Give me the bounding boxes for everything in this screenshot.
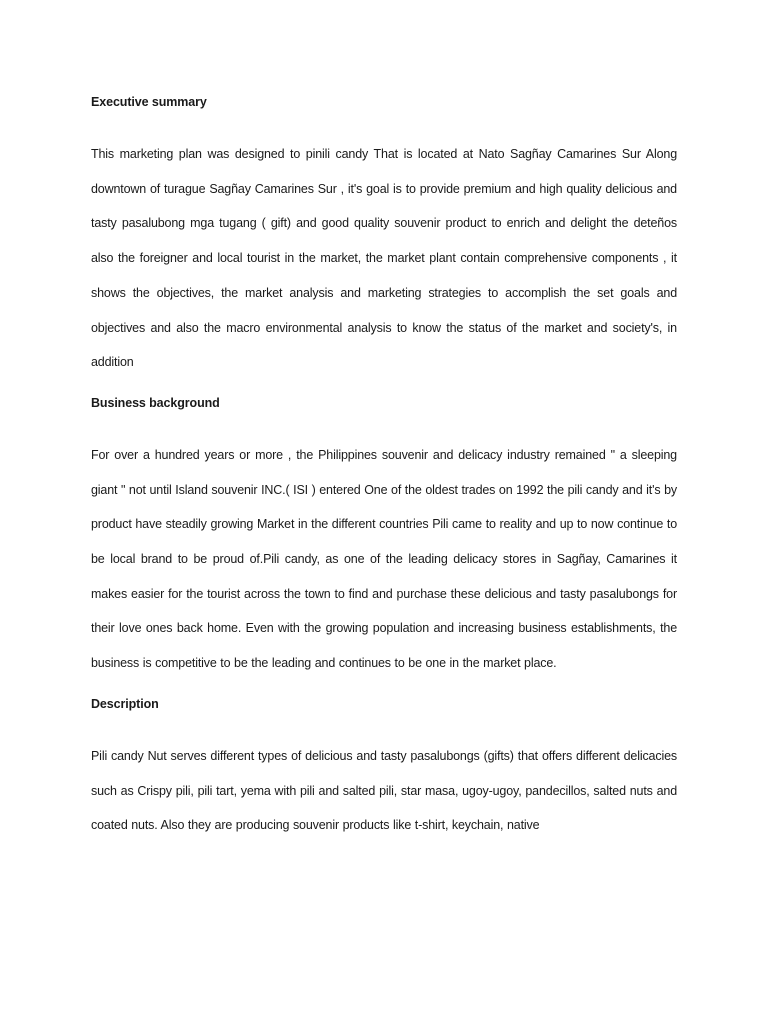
section-body-business-background: For over a hundred years or more , the Philippines souvenir and delicacy industry remained " a sleeping giant " not until Island souvenir INC.( ISI ) entered One of the oldest trades on 1992 the pili candy and it's by product have steadily growing Market in the different countries Pili came to reality and up to now continue to be local brand to be proud of.Pili candy, as one of the leading delicacy stores in Sagñay, Camarines it makes easier for the tourist across the town to find and purchase these delicious and tasty pasalubongs for their love ones back home. Even with the growing population and increasing business establishments, the business is competitive to be the leading and continues to be one in the market place.: [91, 447, 677, 671]
section-heading-description: Description: [91, 696, 159, 711]
section-body-description: Pili candy Nut serves different types of delicious and tasty pasalubongs (gifts) that offers different delicacies such as Crispy pili, pili tart, yema with pili and salted pili, star masa, ugoy-ugoy, pandecillos, salted nuts and coated nuts. Also they are producing souvenir products like t-shirt, keychain, native: [91, 748, 677, 833]
section-heading-executive-summary: Executive summary: [91, 95, 207, 109]
document-content: [91, 91, 677, 843]
section-heading-business-background: Business background: [91, 395, 220, 410]
section-body-executive-summary: This marketing plan was designed to pinili candy That is located at Nato Sagñay Camarines Sur Along downtown of turague Sagñay Camarines Sur , it's goal is to provide premium and high quality delicious and tasty pasalubong mga tugang ( gift) and good quality souvenir product to enrich and delight the deteños also the foreigner and local tourist in the market, the market plant contain comprehensive components , it shows the objectives, the market analysis and marketing strategies to accomplish the set goals and objectives and also the macro environmental analysis to know the status of the market and society's, in addition: [91, 147, 677, 370]
